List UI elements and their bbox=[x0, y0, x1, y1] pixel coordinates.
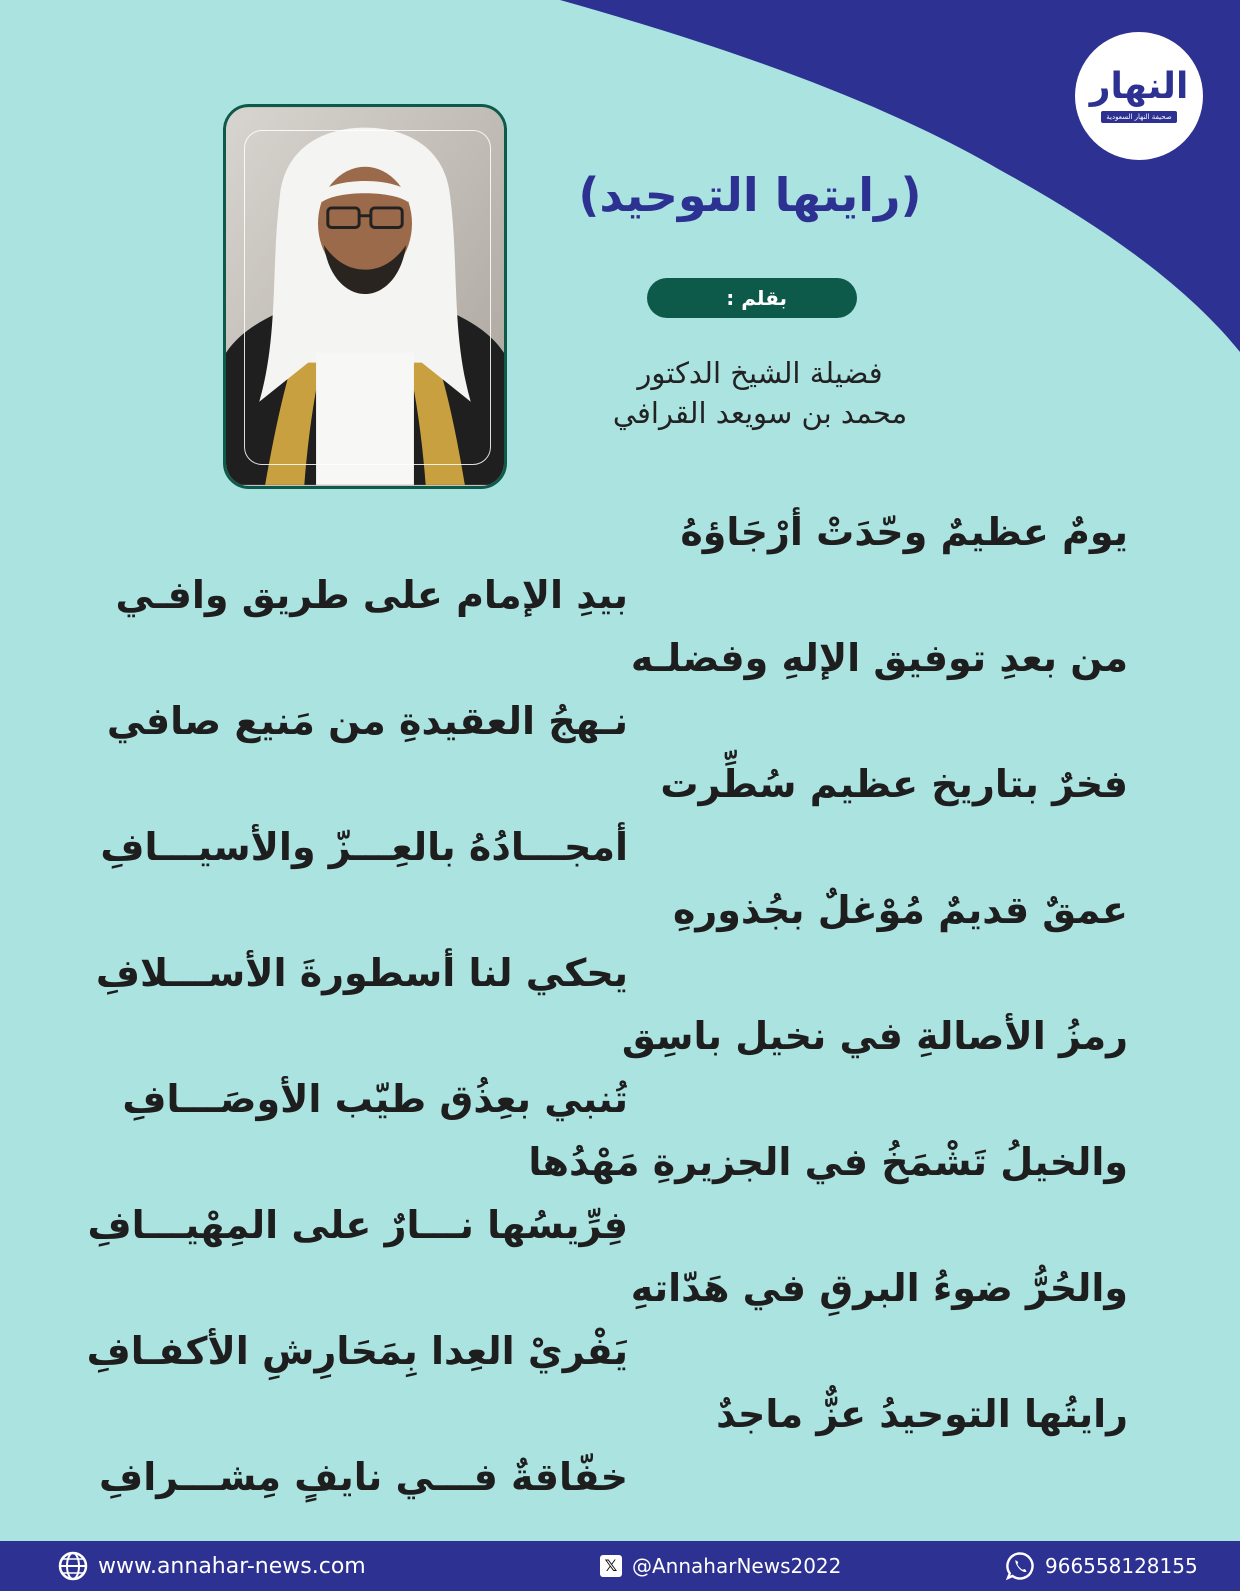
poem-line: والخيلُ تَشْمَخُ في الجزيرةِ مَهْدُها bbox=[528, 1140, 1128, 1184]
globe-icon bbox=[58, 1551, 88, 1581]
x-logo-icon: 𝕏 bbox=[600, 1555, 622, 1577]
x-handle: @AnnaharNews2022 bbox=[632, 1554, 842, 1578]
byline-label: بقلم : bbox=[647, 278, 857, 318]
author-name-line: محمد بن سويعد القرافي bbox=[612, 396, 908, 430]
poem-title: (رايتها التوحيد) bbox=[578, 168, 922, 222]
poem-line: بيدِ الإمام على طريق وافـي bbox=[115, 573, 628, 617]
whatsapp-number: 966558128155 bbox=[1045, 1554, 1198, 1578]
annahar-logo[interactable] bbox=[1075, 32, 1203, 160]
poem-line: يحكي لنا أسطورةَ الأســـلافِ bbox=[95, 951, 628, 995]
poem-line: يومٌ عظيمٌ وحّدَتْ أرْجَاؤهُ bbox=[680, 510, 1128, 554]
logo-tagline: صحيفة النهار السعودية bbox=[1101, 111, 1176, 123]
website-url: www.annahar-news.com bbox=[98, 1553, 366, 1579]
poem-line: عمقٌ قديمٌ مُوْغلٌ بجُذورهِ bbox=[672, 888, 1128, 932]
poem-line: من بعدِ توفيق الإلهِ وفضلـه bbox=[630, 636, 1128, 680]
poem-line: فِرِّيسُها نـــارٌ على المِهْيـــافِ bbox=[87, 1203, 628, 1247]
author-name bbox=[560, 353, 960, 433]
footer-x-account[interactable] bbox=[600, 1554, 841, 1578]
poem-line: تُنبي بعِذُق طيّب الأوصَـــافِ bbox=[122, 1077, 628, 1121]
author-title-line: فضيلة الشيخ الدكتور bbox=[637, 356, 883, 390]
poem-line: فخرٌ بتاريخ عظيم سُطِّرت bbox=[660, 762, 1128, 806]
logo-wordmark: النهار bbox=[1089, 66, 1189, 107]
poem-line: يَفْريْ العِدا بِمَحَارِشِ الأكفـافِ bbox=[86, 1329, 628, 1373]
poem-line: خفّاقةٌ فـــي نايفٍ مِشـــرافِ bbox=[99, 1455, 628, 1499]
whatsapp-icon bbox=[1005, 1551, 1035, 1581]
poem-line: والحُرُّ ضوءُ البرقِ في هَدّاتهِ bbox=[630, 1266, 1128, 1310]
author-portrait-image bbox=[226, 107, 504, 486]
poem-line: نـهجُ العقيدةِ من مَنيع صافي bbox=[106, 699, 628, 743]
poem-line: رمزُ الأصالةِ في نخيل باسِق bbox=[621, 1014, 1128, 1058]
footer-website[interactable] bbox=[58, 1551, 366, 1581]
footer-whatsapp[interactable] bbox=[1005, 1551, 1198, 1581]
footer-bar bbox=[0, 1541, 1240, 1591]
poem-line: أمجـــادُهُ بالعِـــزّ والأسيـــافِ bbox=[100, 825, 628, 869]
poem-line: رايتُها التوحيدُ عزٌّ ماجدٌ bbox=[716, 1392, 1128, 1436]
author-photo bbox=[223, 104, 507, 489]
